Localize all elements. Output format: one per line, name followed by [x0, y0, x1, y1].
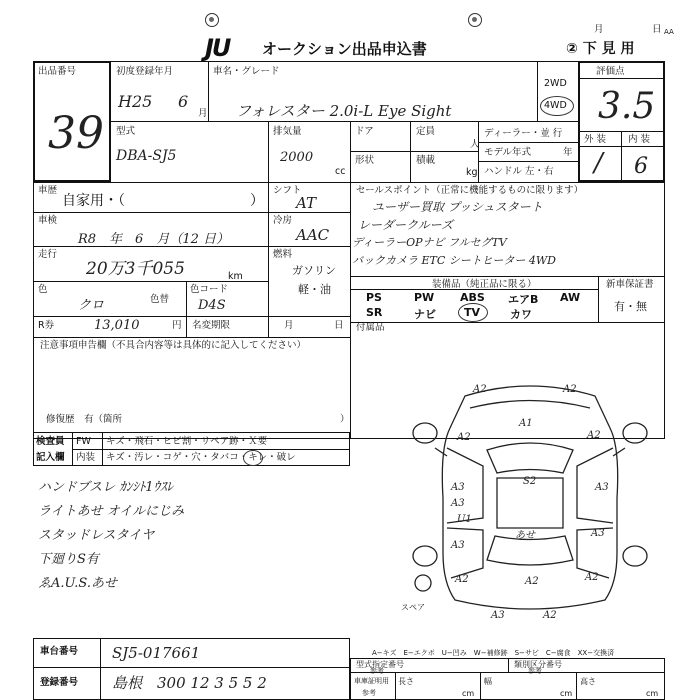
damage-mark: あせ — [515, 530, 535, 541]
handle-label: ハンドル 左・右 — [484, 166, 554, 177]
sales-line-4: バックカメラ ETC シートヒーター 4WD — [352, 254, 556, 267]
car-name-label: 車名・グレード — [213, 66, 280, 77]
divider — [208, 61, 209, 121]
mileage-unit: km — [228, 271, 243, 282]
dealer-label: ディーラー・並 行 — [484, 128, 563, 139]
sales-line-3: ディーラーOPナビ フルセグTV — [352, 236, 507, 249]
chassis-value: SJ5-017661 — [112, 644, 201, 662]
model-value: DBA-SJ5 — [116, 148, 177, 164]
class-label: 類別区分番号 — [514, 660, 562, 669]
divider — [33, 212, 350, 213]
shape-label: 形状 — [355, 155, 375, 166]
shaken-value: R8 年 6 月（12 日） — [78, 232, 230, 247]
punch-hole — [205, 13, 219, 27]
divider — [395, 672, 396, 700]
score-label: 評価点 — [596, 66, 625, 77]
remark-3: スタッドレスタイヤ — [38, 528, 155, 543]
kind-close: ） — [250, 193, 264, 209]
car-damage-diagram — [395, 378, 665, 623]
drive-2wd-label: 2WD — [544, 78, 567, 89]
divider — [268, 182, 269, 337]
displacement-unit: cc — [335, 166, 346, 177]
divider — [33, 281, 268, 282]
ext-label: 外 装 — [584, 134, 607, 145]
fw-label: FW — [76, 436, 91, 447]
equip-leather: カワ — [510, 308, 532, 321]
first-reg-month-unit: 月 — [198, 108, 208, 119]
aa-label: AA — [664, 28, 674, 36]
model-label: 型式 — [116, 126, 136, 137]
type-label: 型式指定番号 — [356, 660, 404, 669]
mileage-value: 20万3千055 — [86, 259, 185, 279]
damage-mark: A3 — [451, 498, 465, 509]
plate-value: 島根 300 12 3 5 5 2 — [112, 674, 267, 692]
load-unit: kg — [466, 167, 478, 178]
color-value: クロ — [78, 298, 105, 313]
divider — [186, 316, 187, 337]
equip-pw: PW — [414, 291, 435, 304]
meigi-day: 日 — [334, 320, 344, 331]
divider — [268, 121, 269, 182]
divider — [72, 449, 350, 450]
divider — [578, 146, 665, 147]
kind-value: 自家用・（ — [62, 193, 125, 209]
shaken-label: 車検 — [38, 215, 58, 226]
lot-number-value: 39 — [48, 108, 104, 159]
repair-close: ） — [340, 414, 350, 425]
mileage-label: 走行 — [38, 249, 58, 260]
drive-4wd-circle — [540, 96, 574, 116]
int-value: 6 — [634, 154, 648, 179]
in-text: キズ・汚レ・コゲ・穴・タバコ・キレ・破レ — [106, 452, 296, 463]
ref-1: 参考 — [370, 667, 384, 675]
color-code-value: D4S — [198, 298, 226, 313]
remark-5: ゑA.U.S.あせ — [38, 576, 117, 591]
divider — [33, 246, 350, 247]
divider — [102, 432, 103, 466]
height-label: 高さ — [580, 677, 596, 686]
divider — [33, 337, 350, 338]
divider — [350, 337, 351, 439]
damage-mark: A3 — [491, 610, 505, 621]
lot-number-label: 出品番号 — [38, 66, 77, 77]
equip-sr: SR — [366, 306, 383, 319]
model-year-label: モデル年式 — [484, 147, 532, 158]
damage-mark: A2 — [455, 574, 469, 585]
divider — [576, 672, 577, 700]
divider — [537, 61, 538, 121]
divider — [33, 182, 665, 183]
divider — [33, 316, 350, 317]
ref-2: 参考 — [528, 667, 542, 675]
model-year-unit: 年 — [563, 147, 573, 158]
damage-mark: U1 — [457, 514, 472, 525]
divider — [350, 289, 598, 290]
day-label: 日 — [652, 24, 662, 35]
divider — [598, 276, 599, 322]
divider — [621, 131, 622, 182]
equip-abs: ABS — [460, 291, 485, 304]
shift-label: シフト — [273, 185, 302, 196]
copy-label: ② 下 見 用 — [566, 41, 635, 57]
door-label: ドア — [355, 126, 374, 137]
damage-legend: A−キズ E−エクボ U−凹み W−補修跡 S−サビ C−腐食 XX−交換済 — [372, 649, 615, 657]
equip-tv-circle — [458, 303, 488, 322]
guarantee-value: 有・無 — [614, 300, 647, 313]
accessories-label: 付属品 — [356, 322, 385, 333]
punch-hole — [468, 13, 482, 27]
divider — [478, 121, 479, 182]
displacement-value: 2000 — [280, 150, 314, 165]
inspection-label-2: 記入欄 — [36, 452, 65, 463]
length-label: 長さ — [398, 677, 414, 686]
remark-2: ライトあせ オイルにじみ — [38, 504, 185, 519]
spare-label: スペア — [401, 603, 425, 612]
color-label: 色 — [38, 284, 48, 295]
meigi-label: 名変期限 — [192, 320, 231, 331]
sales-label: セールスポイント（正常に機能するものに限ります） — [356, 185, 584, 196]
capacity-unit: 人 — [470, 139, 480, 150]
color-change-label: 色替 — [150, 294, 170, 305]
fuel-value-1: ガソリン — [292, 264, 336, 277]
damage-mark: A2 — [457, 432, 471, 443]
damage-mark: S2 — [523, 476, 537, 487]
equip-navi: ナビ — [414, 308, 436, 321]
recycle-label: R券 — [38, 320, 55, 331]
kind-label: 車歴 — [38, 185, 58, 196]
fuel-label: 燃料 — [273, 249, 293, 260]
height-unit: cm — [646, 689, 659, 698]
damage-mark: A1 — [519, 418, 533, 429]
damage-mark: A3 — [451, 482, 465, 493]
equip-airbag: エアB — [508, 293, 539, 306]
recycle-value: 13,010 — [94, 318, 140, 333]
displacement-label: 排気量 — [273, 126, 302, 137]
divider — [350, 276, 665, 277]
divider — [478, 142, 578, 143]
divider — [508, 658, 509, 672]
notes-label: 注意事項申告欄（不具合内容等は具体的に記入してください） — [40, 340, 307, 351]
size-label: 車庫証明用 — [354, 677, 389, 685]
inspection-label-1: 検査員 — [36, 436, 65, 447]
divider — [578, 78, 665, 79]
meigi-month: 月 — [284, 320, 294, 331]
capacity-label: 定員 — [416, 126, 436, 137]
width-label: 幅 — [484, 677, 492, 686]
divider — [350, 182, 351, 337]
divider — [350, 322, 665, 323]
first-reg-year: H25 — [118, 92, 153, 111]
ref-3: 参考 — [362, 689, 376, 697]
ext-value: / — [594, 148, 603, 178]
score-value: 3.5 — [598, 86, 656, 127]
divider — [111, 121, 578, 122]
damage-mark: A2 — [563, 384, 577, 395]
divider — [350, 672, 665, 673]
form-title: オークション出品申込書 — [262, 40, 427, 58]
damage-mark: A3 — [595, 482, 609, 493]
shift-value: AT — [296, 194, 317, 212]
sales-line-2: レーダークルーズ — [358, 218, 454, 232]
ac-value: AAC — [296, 226, 330, 244]
fuel-value-2: 軽・油 — [298, 283, 331, 296]
width-unit: cm — [560, 689, 573, 698]
damage-mark: A2 — [587, 430, 601, 441]
first-reg-label: 初度登録年月 — [116, 66, 174, 77]
damage-mark: A2 — [473, 384, 487, 395]
divider — [480, 672, 481, 700]
divider — [478, 161, 578, 162]
int-label: 内 装 — [628, 134, 651, 145]
logo: JU — [205, 34, 230, 62]
car-name-value: フォレスター 2.0i-L Eye Sight — [236, 102, 452, 120]
month-label: 月 — [594, 24, 604, 35]
drive-4wd-label: 4WD — [544, 100, 567, 111]
damage-mark: A3 — [591, 528, 605, 539]
sales-line-1: ユーザー買取 プッシュスタート — [372, 200, 543, 214]
damage-mark: A2 — [525, 576, 539, 587]
damage-mark: A2 — [585, 572, 599, 583]
divider — [100, 638, 101, 700]
equipment-label: 装備品（純正品に限る） — [432, 279, 537, 290]
divider — [33, 667, 350, 668]
damage-mark: A3 — [451, 540, 465, 551]
in-mark-circle — [243, 450, 263, 466]
recycle-unit: 円 — [172, 320, 182, 331]
remark-4: 下廻りS有 — [38, 552, 99, 567]
equip-ps: PS — [366, 291, 382, 304]
chassis-label: 車台番号 — [40, 646, 79, 657]
length-unit: cm — [462, 689, 475, 698]
remark-1: ハンドブスレ ｶﾝｼﾄ1ｳｽﾚ — [38, 480, 173, 495]
fw-text: キズ・飛石・ヒビ割・リペア跡・Ｘ要 — [106, 436, 268, 447]
load-label: 積載 — [416, 155, 436, 166]
damage-mark: A2 — [543, 610, 557, 621]
in-label: 内装 — [76, 452, 96, 463]
equip-tv: TV — [464, 306, 481, 319]
repair-label: 修復歴 有（箇所 — [46, 414, 123, 425]
first-reg-month: 6 — [178, 92, 189, 111]
divider — [350, 151, 478, 152]
equip-aw: AW — [560, 291, 581, 304]
plate-label: 登録番号 — [40, 677, 79, 688]
divider — [186, 281, 187, 316]
color-code-label: 色コード — [190, 284, 229, 295]
guarantee-label: 新車保証書 — [606, 279, 654, 290]
ac-label: 冷房 — [273, 215, 293, 226]
